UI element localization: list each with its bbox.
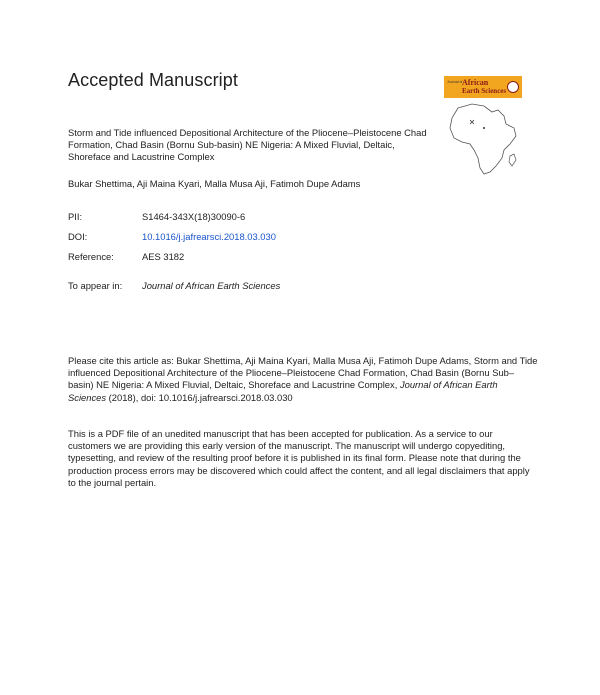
cover-banner <box>444 76 522 98</box>
journal-cover-thumbnail <box>438 72 528 182</box>
citation-prefix: Please cite this article as: Bukar Shettima, Aji Maina Kyari, Malla Musa Aji, Fatimoh Dupe Adams, Storm and Tide influenced Depositional Architecture of the Pliocene–Pleistocene Chad Formation, Chad Basin (Bornu Sub–basin) NE Nigeria: A Mixed Fluvial, Deltaic, Shoreface and Lacustrine Complex, <box>68 355 538 391</box>
cover-seal-icon <box>507 81 519 93</box>
doi-label: DOI: <box>68 231 88 242</box>
cover-title-line1: African <box>462 78 489 87</box>
pii-value: S1464-343X(18)30090-6 <box>142 211 246 222</box>
disclaimer-paragraph: This is a PDF file of an unedited manuscript that has been accepted for publication. As a service to our customers we are providing this early version of the manuscript. The manuscript will undergo copyediting, typesetting, and review of the resulting proof before it is published in its final form. Please note that during the production process errors may be discovered which could affect the content, and all legal disclaimers that apply to the journal pertain. <box>68 428 530 488</box>
doi-link[interactable]: 10.1016/j.jafrearsci.2018.03.030 <box>142 231 276 242</box>
pii-label: PII: <box>68 211 83 222</box>
page-heading: Accepted Manuscript <box>68 70 238 90</box>
cover-title-line2: Earth Sciences <box>462 87 507 95</box>
cover-small-text: Journal of <box>447 80 463 84</box>
reference-label: Reference: <box>68 251 114 262</box>
article-authors: Bukar Shettima, Aji Maina Kyari, Malla Musa Aji, Fatimoh Dupe Adams <box>68 178 361 189</box>
reference-value: AES 3182 <box>142 251 185 262</box>
citation-suffix: (2018), doi: 10.1016/j.jafrearsci.2018.03.030 <box>106 391 293 403</box>
citation-journal: Journal of African Earth Sciences <box>68 379 498 403</box>
africa-map-icon <box>444 98 524 180</box>
citation-paragraph <box>68 355 538 404</box>
article-title: Storm and Tide influenced Depositional Architecture of the Pliocene–Pleistocene Chad Formation, Chad Basin (Bornu Sub-basin) NE Nigeria: A Mixed Fluvial, Deltaic, Shoreface and Lacustrine Complex <box>68 127 427 163</box>
appear-journal: Journal of African Earth Sciences <box>142 280 281 291</box>
appear-label: To appear in: <box>68 280 123 291</box>
